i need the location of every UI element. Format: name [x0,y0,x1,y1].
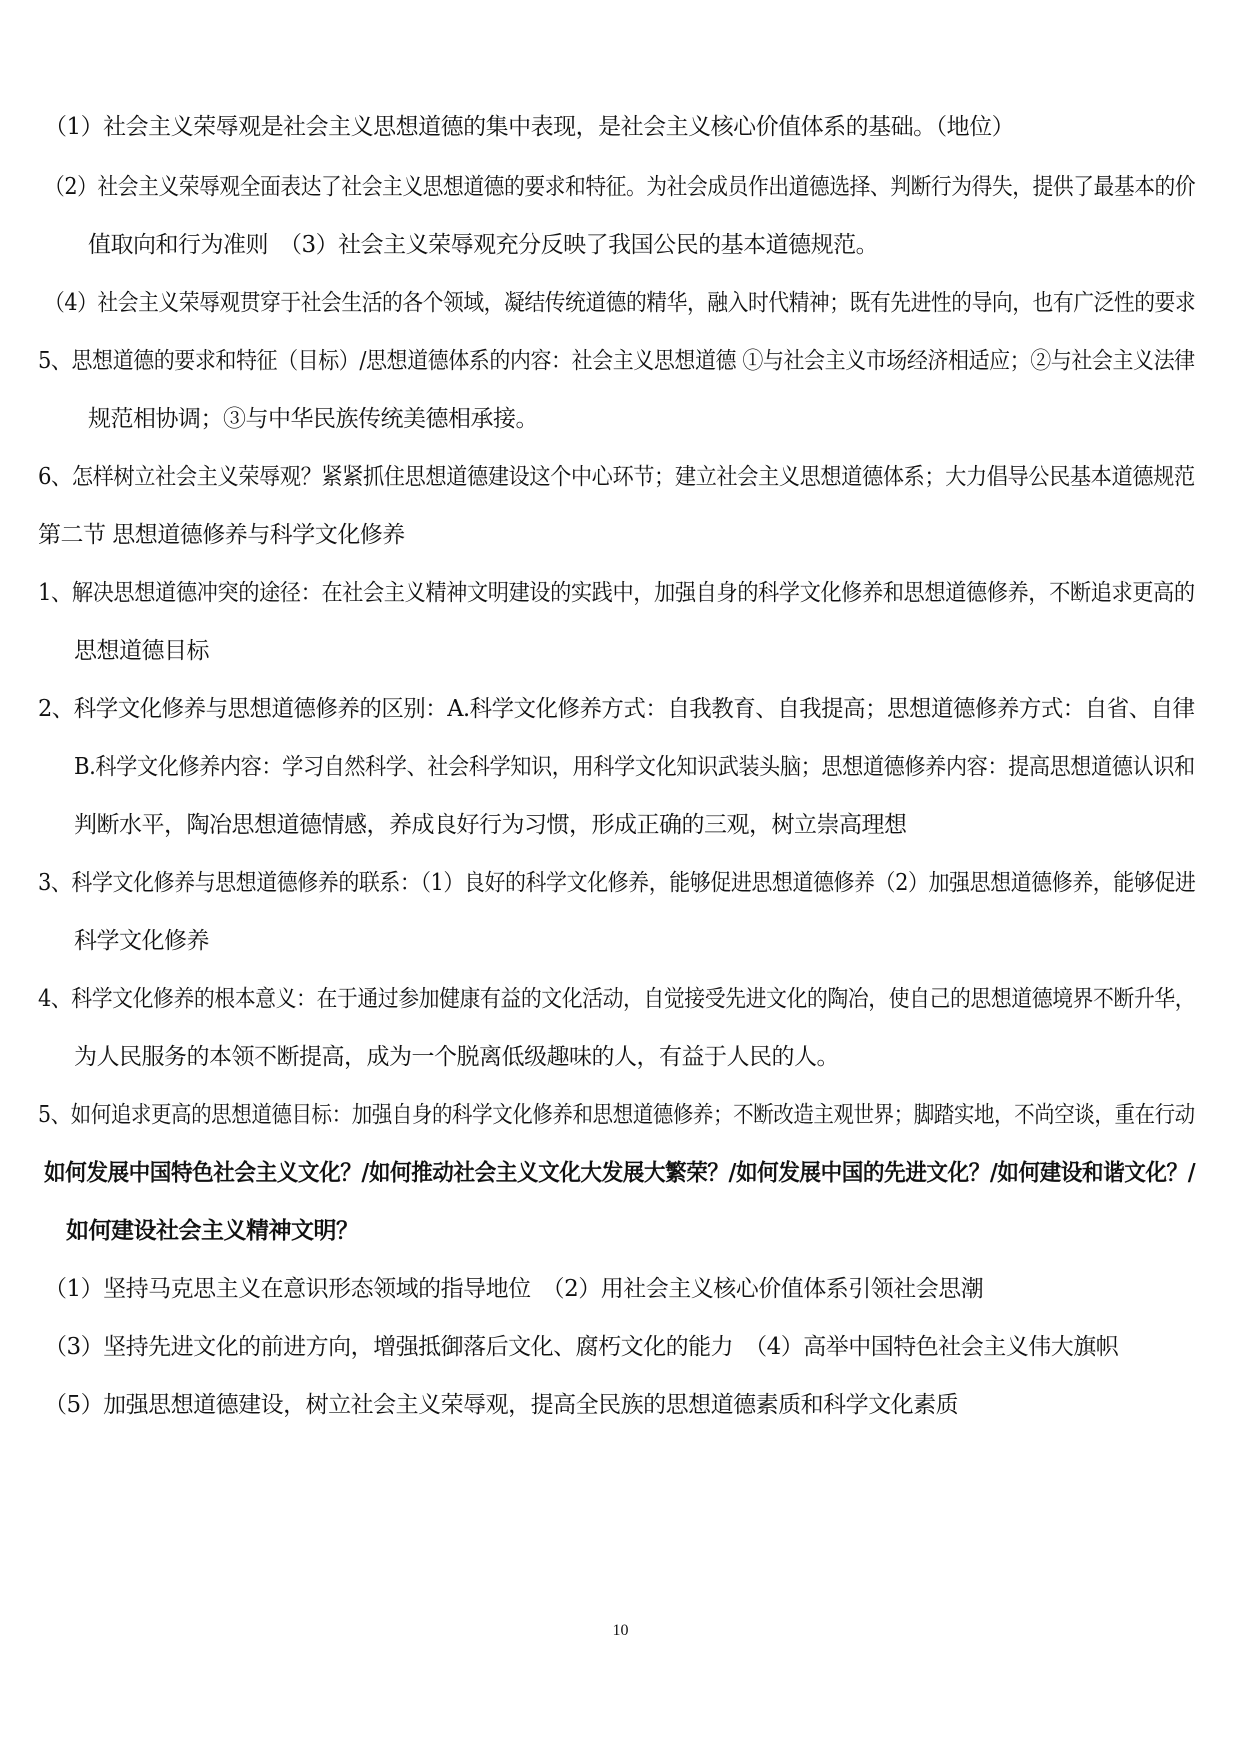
page-number: 10 [612,1622,629,1639]
text-line: （1）坚持马克思主义在意识形态领域的指导地位 （2）用社会主义核心价值体系引领社会思潮 [44,1276,984,1302]
text-line: 3、科学文化修养与思想道德修养的联系：（1）良好的科学文化修养，能够促进思想道德修养（2）加强思想道德修养，能够促进 [38,870,1196,896]
text-line: 为人民服务的本领不断提高，成为一个脱离低级趣味的人，有益于人民的人。 [74,1044,839,1070]
bold-heading: 如何建设社会主义精神文明？ [66,1217,359,1244]
text-line: 值取向和行为准则 （3）社会主义荣辱观充分反映了我国公民的基本道德规范。 [88,232,879,258]
text-line: 思想道德目标 [74,638,209,664]
text-line: （1）社会主义荣辱观是社会主义思想道德的集中表现，是社会主义核心价值体系的基础。（地位） [44,114,1015,140]
text-line: 规范相协调；③与中华民族传统美德相承接。 [88,406,538,432]
text-line: 6、怎样树立社会主义荣辱观？紧紧抓住思想道德建设这个中心环节；建立社会主义思想道德体系；大力倡导公民基本道德规范 [38,464,1195,490]
text-line: 科学文化修养 [74,928,209,954]
text-line: （5）加强思想道德建设，树立社会主义荣辱观，提高全民族的思想道德素质和科学文化素质 [44,1392,959,1418]
text-line: 1、解决思想道德冲突的途径：在社会主义精神文明建设的实践中，加强自身的科学文化修养和思想道德修养，不断追求更高的 [38,580,1195,606]
bold-heading: 如何发展中国特色社会主义文化？/如何推动社会主义文化大发展大繁荣？/如何发展中国的先进文化？/如何建设和谐文化？/ [44,1159,1196,1186]
section-heading: 第二节 思想道德修养与科学文化修养 [38,522,405,548]
text-line: 5、如何追求更高的思想道德目标：加强自身的科学文化修养和思想道德修养；不断改造主观世界；脚踏实地，不尚空谈，重在行动 [38,1102,1195,1128]
text-line: 5、思想道德的要求和特征（目标）/思想道德体系的内容：社会主义思想道德 ①与社会主义市场经济相适应；②与社会主义法律 [38,348,1195,374]
text-line: B.科学文化修养内容：学习自然科学、社会科学知识，用科学文化知识武装头脑；思想道德修养内容：提高思想道德认识和 [74,754,1195,780]
text-line: （3）坚持先进文化的前进方向，增强抵御落后文化、腐朽文化的能力 （4）高举中国特色社会主义伟大旗帜 [44,1334,1119,1360]
text-line: （4）社会主义荣辱观贯穿于社会生活的各个领域，凝结传统道德的精华，融入时代精神；既有先进性的导向，也有广泛性的要求 [44,290,1196,316]
text-line: 判断水平，陶冶思想道德情感，养成良好行为习惯，形成正确的三观，树立崇高理想 [74,812,907,838]
text-line: 4、科学文化修养的根本意义：在于通过参加健康有益的文化活动，自觉接受先进文化的陶冶，使自己的思想道德境界不断升华， [38,986,1196,1012]
text-line: （2）社会主义荣辱观全面表达了社会主义思想道德的要求和特征。为社会成员作出道德选择、判断行为得失，提供了最基本的价 [44,174,1196,200]
text-line: 2、科学文化修养与思想道德修养的区别：A.科学文化修养方式：自我教育、自我提高；思想道德修养方式：自省、自律 [38,696,1195,722]
